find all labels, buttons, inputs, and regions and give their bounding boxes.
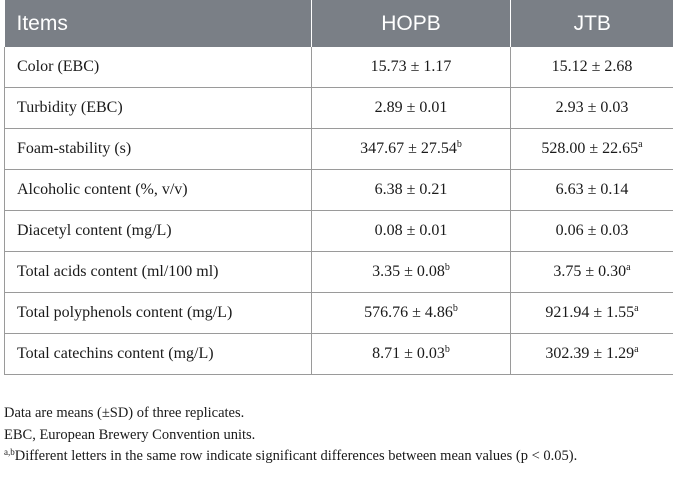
cell-item: Foam-stability (s) [5,129,312,170]
cell-jtb [511,88,673,129]
beer-quality-table [4,0,673,375]
table-row [5,252,673,293]
cell-item: Turbidity (EBC) [5,88,312,129]
footnote-means: Data are means (±SD) of three replicates. [4,405,245,421]
cell-item: Color (EBC) [5,47,312,88]
table-row [5,129,673,170]
table-footnotes [4,403,669,468]
table-row [5,334,673,375]
table-row [5,211,673,252]
cell-hopb-significance-letter: b [456,139,462,150]
cell-hopb [312,293,511,334]
cell-hopb-value: 8.71 ± 0.03 [372,345,445,362]
cell-hopb [312,129,511,170]
cell-jtb [511,293,673,334]
cell-hopb-value: 0.08 ± 0.01 [374,222,448,239]
footnote-significance-text: Different letters in the same row indicate significant differences between mean values (p < 0.05). [14,448,578,464]
cell-jtb [511,170,673,211]
header-jtb: JTB [511,0,673,47]
cell-item: Total acids content (ml/100 ml) [5,252,312,293]
cell-jtb-value: 528.00 ± 22.65 [541,140,639,157]
footnote-ebc: EBC, European Brewery Convention units. [4,426,256,443]
table-row [5,293,673,334]
cell-hopb-significance-letter: b [452,303,458,314]
cell-jtb-significance-letter: a [626,262,631,273]
cell-jtb-value: 6.63 ± 0.14 [555,181,629,198]
cell-jtb [511,47,673,88]
cell-hopb-significance-letter: b [444,344,450,355]
cell-jtb-value: 3.75 ± 0.30 [553,263,627,280]
cell-jtb [511,211,673,252]
cell-hopb [312,252,511,293]
cell-item: Diacetyl content (mg/L) [5,211,312,252]
cell-jtb-value: 15.12 ± 2.68 [551,58,633,75]
table-header-row [5,0,673,47]
cell-jtb-significance-letter: a [638,139,643,150]
cell-hopb [312,47,511,88]
cell-hopb [312,88,511,129]
cell-hopb-value: 3.35 ± 0.08 [372,263,445,280]
cell-item: Alcoholic content (%, v/v) [5,170,312,211]
cell-item: Total polyphenols content (mg/L) [5,293,312,334]
cell-jtb-value: 921.94 ± 1.55 [545,304,635,321]
table-row [5,47,673,88]
cell-item: Total catechins content (mg/L) [5,334,312,375]
cell-hopb-value: 347.67 ± 27.54 [360,140,457,157]
header-hopb: HOPB [312,0,511,47]
cell-jtb-value: 0.06 ± 0.03 [555,222,629,239]
cell-jtb-value: 302.39 ± 1.29 [545,345,635,362]
cell-hopb-significance-letter: b [444,262,450,273]
cell-jtb [511,129,673,170]
cell-hopb-value: 576.76 ± 4.86 [364,304,453,321]
cell-hopb-value: 6.38 ± 0.21 [374,181,448,198]
cell-hopb [312,211,511,252]
cell-hopb-value: 15.73 ± 1.17 [370,58,452,75]
cell-hopb [312,334,511,375]
results-table-container [4,0,673,375]
cell-jtb-value: 2.93 ± 0.03 [555,99,629,116]
cell-jtb-significance-letter: a [634,344,639,355]
cell-hopb-value: 2.89 ± 0.01 [374,99,448,116]
cell-jtb-significance-letter: a [634,303,639,314]
cell-jtb [511,334,673,375]
table-row [5,88,673,129]
cell-hopb [312,170,511,211]
cell-jtb [511,252,673,293]
table-row [5,170,673,211]
header-items: Items [5,0,312,47]
footnote-significance-sup: a,b [4,447,15,457]
footnote-significance [4,446,669,468]
